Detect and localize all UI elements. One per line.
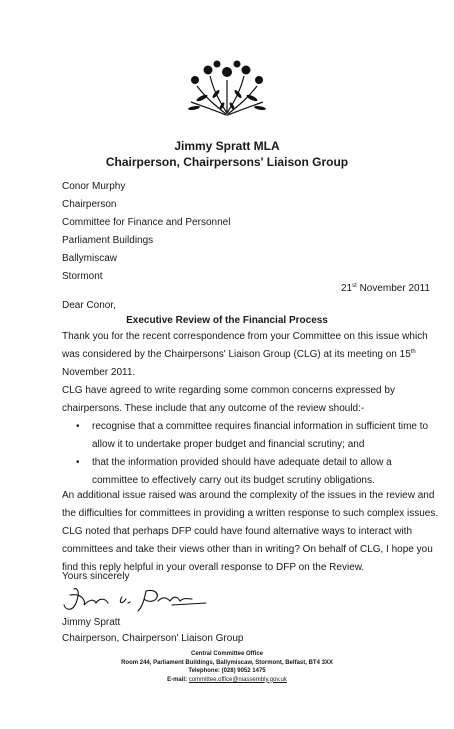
- body-paragraph-1: [62, 328, 440, 382]
- salutation: Dear Conor,: [62, 300, 116, 311]
- paragraph-text-end: November 2011.: [62, 367, 136, 378]
- recipient-line: Ballymiscaw: [62, 253, 118, 264]
- footer-email-link[interactable]: committee.office@niassembly.gov.uk: [188, 676, 287, 683]
- letter-date: [341, 280, 430, 298]
- footer-office: Central Committee Office: [190, 651, 263, 657]
- signature-image: [60, 583, 210, 617]
- date-month-year: November 2011: [356, 283, 430, 294]
- flax-flower-emblem-icon: [186, 58, 268, 120]
- list-item: [76, 418, 440, 454]
- paragraph-text: Thank you for the recent correspondence from your Committee on this issue which was considered by the Chairpersons' Liaison Group (CLG) at its meeting on 15: [62, 331, 428, 360]
- footer-email-line: [0, 676, 454, 685]
- signatory-name: Jimmy Spratt: [62, 617, 121, 628]
- list-item-text: that the information provided should have adequate detail to allow a committee to effectively carry out its budget scrutiny obligations.: [92, 457, 392, 486]
- closing: Yours sincerely: [62, 571, 130, 582]
- letterhead-role: Chairperson, Chairpersons' Liaison Group: [105, 155, 349, 169]
- date-suffix: st: [352, 283, 357, 289]
- recipient-line: Committee for Finance and Personnel: [62, 217, 231, 228]
- footer-email-label: E-mail:: [167, 676, 189, 683]
- recipient-line: Chairperson: [62, 199, 117, 210]
- recipient-address: [62, 178, 230, 286]
- recipient-line: Conor Murphy: [62, 181, 126, 192]
- concerns-list: [76, 418, 440, 490]
- footer-address: Room 244, Parliament Buildings, Ballymiscaw, Stormont, Belfast, BT4 3XX: [121, 659, 333, 666]
- body-paragraph-2: CLG have agreed to write regarding some common concerns expressed by chairpersons. These include that any outcome of the review should:-: [62, 385, 395, 414]
- footer-telephone: Telephone: (028) 9052 1475: [188, 668, 266, 674]
- signatory-title: Chairperson, Chairperson' Liaison Group: [62, 633, 244, 644]
- date-day: 21: [341, 283, 353, 294]
- body-paragraph-3: An additional issue raised was around the complexity of the issues in the review and the difficulties for committees in providing a written response to such complex issues. CLG noted that perhaps DFP could have found alternative ways to interact with committees and take their views other than in writing? On behalf of CLG, I hope you find this reply helpful in your overall response to DFP on the Review.: [62, 490, 439, 573]
- list-item-text: recognise that a committee requires financial information in sufficient time to allow it to undertake proper budget and financial scrutiny; and: [92, 421, 429, 450]
- bullet-icon: •: [76, 457, 80, 468]
- list-item: [76, 454, 440, 490]
- recipient-line: Parliament Buildings: [62, 235, 154, 246]
- footer: [0, 650, 454, 684]
- bullet-icon: •: [76, 421, 80, 432]
- ordinal-suffix: th: [410, 349, 416, 355]
- letter-subject: Executive Review of the Financial Process: [126, 315, 328, 326]
- recipient-line: Stormont: [62, 271, 103, 282]
- letterhead-name: Jimmy Spratt MLA: [174, 139, 280, 153]
